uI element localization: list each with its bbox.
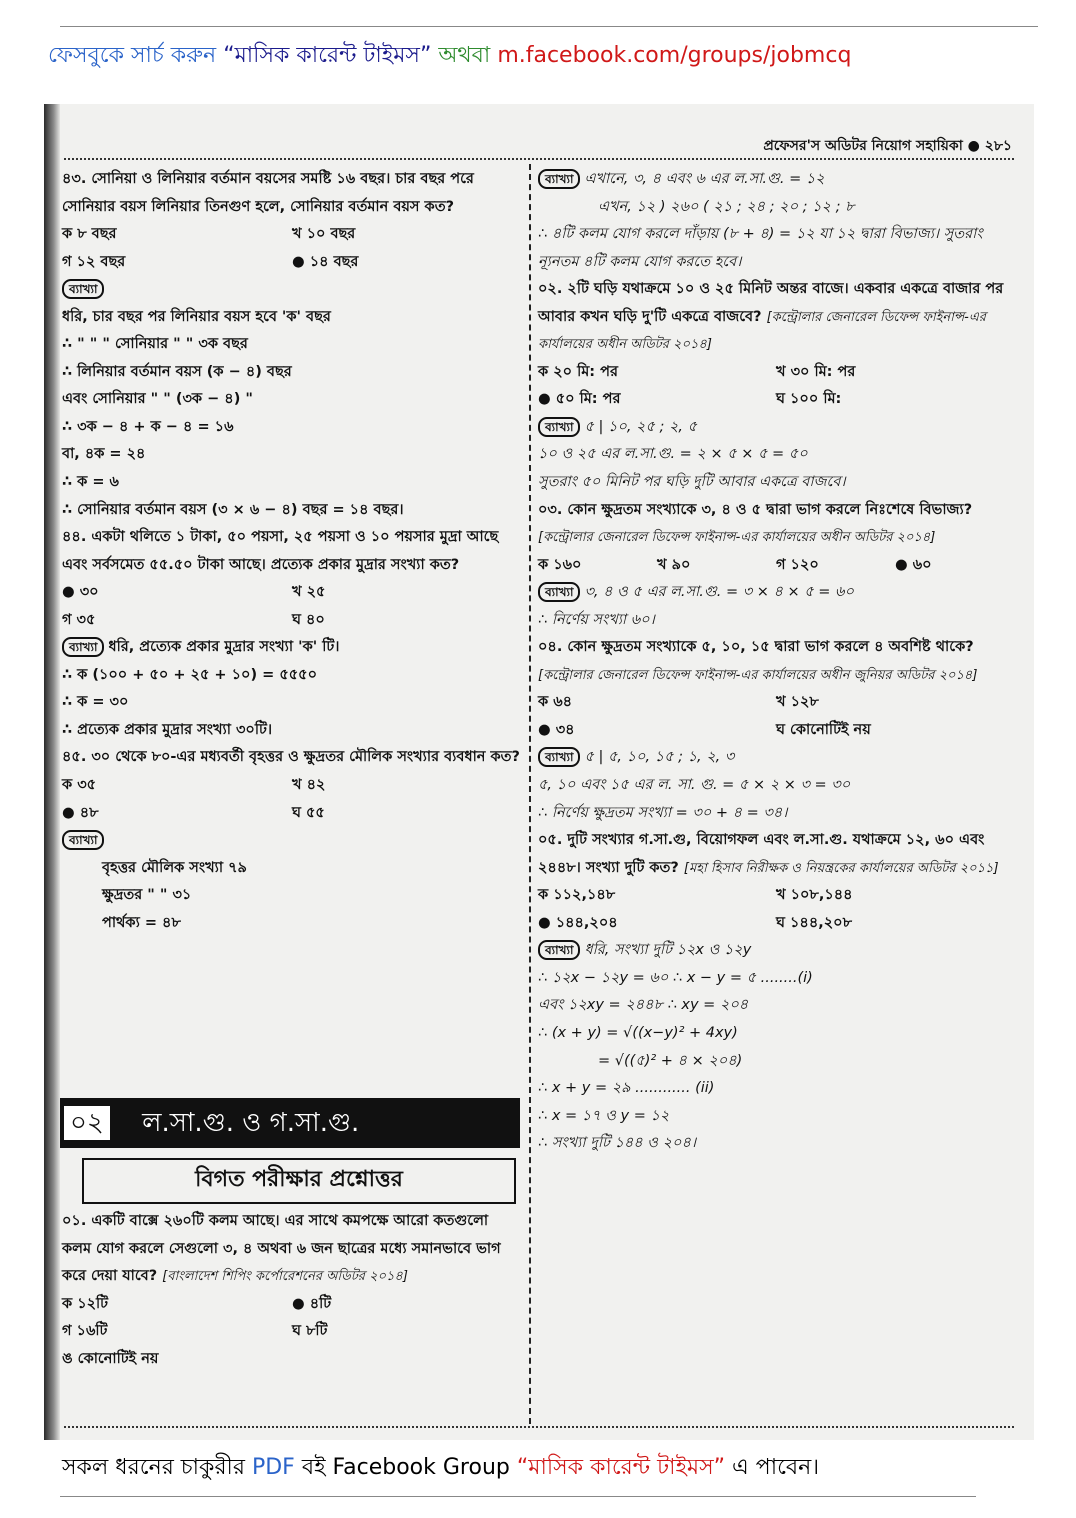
question-43: ৪৩. সোনিয়া ও লিনিয়ার বর্তমান বয়সের সমষ্টি ১৬ বছর। চার বছর পরে সোনিয়ার বয়স লিনিয়ার তিনগুণ হলে, সোনিয়ার বর্তমান বয়স কত? <box>62 171 474 215</box>
question-01-block <box>62 1208 522 1373</box>
top-rule <box>60 26 1038 27</box>
explanation-line: এখানে, ৩, ৪ এবং ৬ এর ল.সা.গু. = ১২ <box>584 171 825 187</box>
bottom-text: সকল ধরনের চাকুরীর <box>62 1455 245 1480</box>
question-01: ০১. একটি বাক্সে ২৬০টি কলম আছে। এর সাথে কমপক্ষে আরো কতগুলো কলম যোগ করলে সেগুলো ৩, ৪ অথবা ৬ জন ছাত্রের মধ্যে সমানভাবে ভাগ করে দেয়া যাবে? <box>62 1213 501 1285</box>
explanation-line: ∴ প্রত্যেক প্রকার মুদ্রার সংখ্যা ৩০টি। <box>62 721 273 738</box>
option: খ ৪২ <box>292 777 326 794</box>
option: ক ১৬০ <box>538 556 582 573</box>
explanation-line: পার্থক্য = ৪৮ <box>102 914 181 931</box>
bottom-pdf: PDF <box>251 1455 295 1480</box>
explanation-badge: ব্যাখ্যা <box>538 417 580 437</box>
question-05-options <box>538 882 1014 937</box>
option: খ ১০৮,১৪৪ <box>776 887 853 904</box>
explanation-line: ∴ ক = ৬ <box>62 474 119 491</box>
option: ঙ কোনোটিই নয় <box>62 1350 159 1367</box>
option: খ ২৫ <box>292 584 326 601</box>
explanation-line: ∴ x + y = ২৯ ............ (ii) <box>538 1080 715 1097</box>
explanation-line: = √((৫)² + ৪ × ২০৪) <box>598 1052 743 1069</box>
explanation-line: ∴ ৩ক − ৪ + ক − ৪ = ১৬ <box>62 418 234 435</box>
explanation-badge: ব্যাখ্যা <box>62 637 104 657</box>
explanation-line: ∴ ৪টি কলম যোগ করলে দাঁড়ায় (৮ + ৪) = ১২ যা ১২ দ্বারা বিভাজ্য। সুতরাং ন্যূনতম ৪টি কলম যোগ করতে হবে। <box>538 226 983 270</box>
option-correct: ● ১৪৪,২০৪ <box>538 914 618 931</box>
question-45: ৪৫. ৩০ থেকে ৮০-এর মধ্যবর্তী বৃহত্তর ও ক্ষুদ্রতর মৌলিক সংখ্যার ব্যবধান কত? <box>62 749 520 766</box>
explanation-badge: ব্যাখ্যা <box>538 582 580 602</box>
option-correct: ● ১৪ বছর <box>292 253 359 270</box>
option-correct: ● ৩৪ <box>538 721 575 738</box>
explanation-line: ৫ | ১০, ২৫ ; ২, ৫ <box>584 418 698 435</box>
explanation-line: ধরি, প্রত্যেক প্রকার মুদ্রার সংখ্যা 'ক' টি। <box>108 639 340 656</box>
scanned-page <box>44 104 1034 1440</box>
option: ক ৬৪ <box>538 694 573 711</box>
option: ক ১১২,১৪৮ <box>538 887 616 904</box>
bottom-text: বই Facebook Group <box>301 1455 510 1480</box>
footer-dotted-rule <box>64 1426 1014 1428</box>
banner-or: অথবা <box>438 43 491 68</box>
option-correct: ● ৪৮ <box>62 804 99 821</box>
option: গ ১২০ <box>776 556 819 573</box>
question-44: ৪৪. একটা থলিতে ১ টাকা, ৫০ পয়সা, ২৫ পয়সা ও ১০ পয়সার মুদ্রা আছে এবং সর্বসমেত ৫৫.৫০ টাকা আছে। প্রত্যেক প্রকার মুদ্রার সংখ্যা কত? <box>62 529 499 573</box>
chapter-number: ০২ <box>64 1106 110 1140</box>
explanation-line: বা, ৪ক = ২৪ <box>62 446 146 463</box>
option: ক ৩৫ <box>62 777 97 794</box>
question-03-options <box>538 552 1014 580</box>
banner-url-link[interactable]: m.facebook.com/groups/jobmcq <box>497 43 852 68</box>
option: ঘ কোনোটিই নয় <box>776 721 871 738</box>
option-correct: ● ৬০ <box>895 556 932 573</box>
explanation-badge: ব্যাখ্যা <box>538 940 580 960</box>
explanation-line: ৩, ৪ ও ৫ এর ল.সা.গু. = ৩ × ৪ × ৫ = ৬০ <box>584 584 854 601</box>
question-source: [কন্ট্রোলার জেনারেল ডিফেন্স ফাইনান্স-এর কার্যালয়ের অধীন অডিটর ২০১৪] <box>538 309 986 353</box>
explanation-badge: ব্যাখ্যা <box>538 747 580 767</box>
option-correct: ● ৫০ মি: পর <box>538 391 621 408</box>
question-05: ০৫. দুটি সংখ্যার গ.সা.গু, বিয়োগফল এবং ল.সা.গু. যথাক্রমে ১২, ৬০ এবং ২৪৪৮। সংখ্যা দুটি কত? <box>538 832 985 876</box>
option: খ ৯০ <box>657 556 691 573</box>
chapter-banner <box>60 1098 520 1148</box>
option: ক ৮ বছর <box>62 226 117 243</box>
explanation-badge: ব্যাখ্যা <box>62 279 104 299</box>
explanation-line: ∴ লিনিয়ার বর্তমান বয়স (ক − ৪) বছর <box>62 363 292 380</box>
question-45-options <box>62 772 522 827</box>
option: ক ১২টি <box>62 1295 109 1312</box>
explanation-line: ∴ (x + y) = √((x−y)² + 4xy) <box>538 1024 738 1041</box>
explanation-line: ৫, ১০ এবং ১৫ এর ল. সা. গু. = ৫ × ২ × ৩ = ৩০ <box>538 777 851 794</box>
question-source: [বাংলাদেশ শিপিং কর্পোরেশনের অডিটর ২০১৪] <box>162 1269 408 1285</box>
option-correct: ● ৩০ <box>62 584 99 601</box>
question-02-options <box>538 359 1014 414</box>
question-03: ০৩. কোন ক্ষুদ্রতম সংখ্যাকে ৩, ৪ ও ৫ দ্বারা ভাগ করলে নিঃশেষে বিভাজ্য? <box>538 501 973 518</box>
question-source: [কন্ট্রোলার জেনারেল ডিফেন্স ফাইনান্স-এর কার্যালয়ের অধীন অডিটর ২০১৪] <box>538 530 936 546</box>
explanation-line: বৃহত্তর মৌলিক সংখ্যা ৭৯ <box>102 859 247 876</box>
explanation-line: ∴ নির্ণেয় ক্ষুদ্রতম সংখ্যা = ৩০ + ৪ = ৩৪। <box>538 804 788 821</box>
bottom-banner <box>62 1450 819 1487</box>
question-04: ০৪. কোন ক্ষুদ্রতম সংখ্যাকে ৫, ১০, ১৫ দ্বারা ভাগ করলে ৪ অবশিষ্ট থাকে? <box>538 639 974 656</box>
section-title: বিগত পরীক্ষার প্রশ্নোত্তর <box>82 1158 516 1204</box>
explanation-line: এখন, ১২ ) ২৬০ ( ২১ ; ২৪ ; ২০ ; ১২ ; ৮ <box>598 198 855 215</box>
explanation-line: ∴ ক (১০০ + ৫০ + ২৫ + ১০) = ৫৫৫০ <box>62 666 317 683</box>
explanation-line: এবং ১২xy = ২৪৪৮ ∴ xy = ২০৪ <box>538 997 749 1014</box>
option: খ ১২৮ <box>776 694 819 711</box>
bottom-rule <box>60 1496 976 1497</box>
bottom-group-name: “মাসিক কারেন্ট টাইমস” <box>516 1455 726 1480</box>
explanation-line: ∴ ক = ৩০ <box>62 694 129 711</box>
option: গ ১২ বছর <box>62 253 126 270</box>
bottom-text: এ পাবেন। <box>732 1455 820 1480</box>
page-header: প্রফেসর'স অডিটর নিয়োগ সহায়িকা ● ২৮১ <box>763 138 1012 154</box>
question-04-options <box>538 689 1014 744</box>
option: ঘ ৫৫ <box>292 804 325 821</box>
question-source: [কন্ট্রোলার জেনারেল ডিফেন্স ফাইনান্স-এর কার্যালয়ের অধীন জুনিয়র অডিটর ২০১৪] <box>538 667 978 683</box>
option: গ ৩৫ <box>62 611 96 628</box>
header-dotted-rule <box>64 158 1014 160</box>
banner-search-text: ফেসবুকে সার্চ করুন <box>48 43 217 68</box>
explanation-badge: ব্যাখ্যা <box>538 169 580 189</box>
option-correct: ● ৪টি <box>292 1295 332 1312</box>
option: গ ১৬টি <box>62 1323 108 1340</box>
option: ঘ ১৪৪,২০৮ <box>776 914 853 931</box>
question-43-options <box>62 221 522 276</box>
explanation-line: এবং সোনিয়ার " " (৩ক − ৪) " <box>62 391 253 408</box>
explanation-line: ধরি, সংখ্যা দুটি ১২x ও ১২y <box>584 942 752 959</box>
column-divider <box>529 164 531 1424</box>
explanation-line: ∴ সংখ্যা দুটি ১৪৪ ও ২০৪। <box>538 1135 697 1152</box>
option: ঘ ৮টি <box>292 1323 328 1340</box>
option: ঘ ১০০ মি: <box>776 391 842 408</box>
explanation-line: ∴ " " " সোনিয়ার " " ৩ক বছর <box>62 336 248 353</box>
right-column <box>538 166 1014 1158</box>
explanation-line: ৫ | ৫, ১০, ১৫ ; ১, ২, ৩ <box>584 749 735 766</box>
scan-edge-shadow <box>44 104 60 1440</box>
question-01-options <box>62 1291 522 1374</box>
question-44-options <box>62 579 522 634</box>
option: ঘ ৪০ <box>292 611 325 628</box>
explanation-line: ∴ নির্ণেয় সংখ্যা ৬০। <box>538 611 655 628</box>
option: খ ১০ বছর <box>292 226 356 243</box>
explanation-line: ∴ সোনিয়ার বর্তমান বয়স (৩ × ৬ − ৪) বছর = ১৪ বছর। <box>62 501 404 518</box>
left-column <box>62 166 522 937</box>
top-banner <box>48 38 851 75</box>
explanation-line: ১০ ও ২৫ এর ল.সা.গু. = ২ × ৫ × ৫ = ৫০ <box>538 446 808 463</box>
banner-group-name: “মাসিক কারেন্ট টাইমস” <box>223 43 432 68</box>
chapter-title: ল.সা.গু. ও গ.সা.গু. <box>142 1108 360 1138</box>
question-02: ০২. ২টি ঘড়ি যথাক্রমে ১০ ও ২৫ মিনিট অন্তর বাজে। একবার একত্রে বাজার পর আবার কখন ঘড়ি দু'টি একত্রে বাজবে? <box>538 281 1004 325</box>
explanation-line: ক্ষুদ্রতর " " ৩১ <box>102 887 192 904</box>
option: খ ৩০ মি: পর <box>776 363 856 380</box>
option: ক ২০ মি: পর <box>538 363 618 380</box>
question-source: [মহা হিসাব নিরীক্ষক ও নিয়ন্ত্রকের কার্যালয়ের অডিটর ২০১১] <box>683 860 999 876</box>
explanation-line: ধরি, চার বছর পর লিনিয়ার বয়স হবে 'ক' বছর <box>62 308 331 325</box>
explanation-badge: ব্যাখ্যা <box>62 830 104 850</box>
explanation-line: ∴ x = ১৭ ও y = ১২ <box>538 1107 670 1124</box>
explanation-line: ∴ ১২x − ১২y = ৬০ ∴ x − y = ৫ ........(i) <box>538 969 813 986</box>
explanation-line: সুতরাং ৫০ মিনিট পর ঘড়ি দুটি আবার একত্রে বাজবে। <box>538 474 846 491</box>
